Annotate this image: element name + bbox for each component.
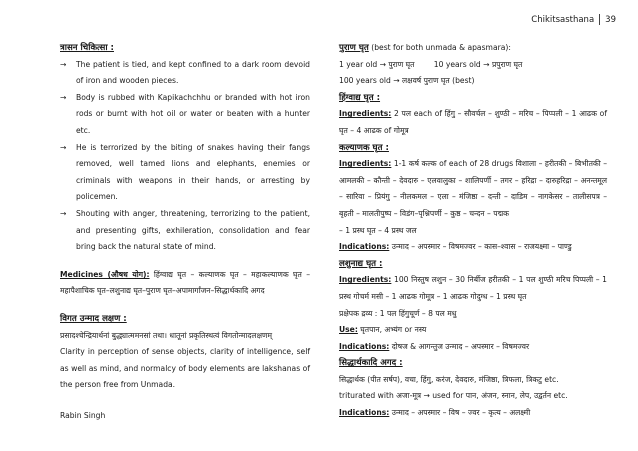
header-divider (599, 14, 600, 25)
siddha-line-1: सिद्धार्थक (पीत सर्षप), वचा, हिंगु, करंज, देवदारु, मंजिष्ठा, त्रिफला, त्रिकटु etc. (339, 374, 559, 384)
medicines-label: Medicines (औषध योग): (60, 269, 150, 279)
vigata-english: Clarity in perception of sense objects, clarity of intelligence, self as well as mind, and normalcy of body elements are lakshanas of the person free from Unmada. (60, 347, 310, 390)
page-header (531, 14, 616, 25)
use-label: Use: (339, 325, 358, 335)
lashuna-title: लशुनाद्य घृत : (339, 258, 383, 269)
page-number: 39 (605, 14, 616, 25)
bullet-text: The patient is tied, and kept confined to a dark room devoid of iron and wooden pieces. (76, 59, 310, 86)
kalyan-quantity: – 1 प्रस्थ घृत – 4 प्रस्थ जल (339, 225, 417, 235)
indications-label: Indications: (339, 408, 390, 418)
left-column (60, 40, 310, 394)
bullet-item (60, 206, 310, 256)
siddha-title: सिद्धार्थकादि अगद : (339, 358, 403, 369)
lashuna-ingredients-text: 100 निस्तुष लशुन – 30 निर्बीज हरीतकी – 1 पल शुण्ठी मरिच पिप्पली – 1 प्रस्थ गोचर्म मसी – 1 आढक गोमूत्र – 1 आढक गोदुग्ध – 1 प्रस्थ घृत (339, 275, 607, 301)
trasana-title: त्रासन चिकित्सा : (60, 43, 114, 53)
kalyan-indications-text: उन्माद – अपस्मार – विषमज्वर – कास–श्वास – राजयक्ष्मा – पाण्डु (391, 242, 572, 252)
purana-heading (339, 40, 607, 57)
ingredients-label: Ingredients: (339, 109, 392, 119)
siddha-line-2: triturated with अजा-मूत्र → used for पान, अंजन, स्नान, लेप, उद्वर्तन etc. (339, 391, 568, 401)
lashuna-prakshepa: प्रक्षेपक द्रव्य : 1 पल हिंगुचूर्ण – 8 पल मधु (339, 308, 457, 318)
kalyan-ingredients-text: 1-1 कर्ष कल्क of each of 28 drugs विशाला – हरीतकी – बिभीतकी – आमलकी – कौन्ती – देवदारु – एलवालुका – शालिपर्णी – तगर – हरिद्रा – दारुहरिद्रा – अनन्तमूल – सारिवा – प्रियंगु – नीलकमल – एला – मंजिष्ठा – दन्ती – दाडिम – नागकेसर – तालीसपत्र – बृहती – मालतीपुष्प – विडंग–पृश्निपर्णी – कुष्ठ – चन्दन – पद्मक (339, 159, 607, 218)
kalyan-title: कल्याणक घृत : (339, 142, 389, 153)
right-column (339, 40, 607, 422)
hingu-title: हिंग्वाद्य घृत : (339, 92, 381, 103)
arrow-icon: → (60, 208, 67, 218)
header-title: Chikitsasthana (531, 14, 595, 25)
ingredients-label: Ingredients: (339, 159, 392, 169)
bullet-text: Body is rubbed with Kapikachchhu or branded with hot iron rods or burnt with hot oil or water or beaten with a hunter etc. (76, 92, 310, 135)
lashuna-indications (339, 339, 607, 356)
arrow-icon: → (60, 59, 67, 69)
lashuna-use (339, 322, 607, 339)
lashuna-indications-text: दोषज & आगन्तुज उन्माद – अपस्मार – विषमज्वर (391, 341, 530, 351)
bullet-item (60, 140, 310, 206)
indications-label: Indications: (339, 341, 390, 351)
lashuna-use-text: घृतपान, अभ्यंग or नस्य (360, 325, 427, 335)
kalyan-indications (339, 239, 607, 256)
spacer (60, 256, 310, 267)
ingredients-label: Ingredients: (339, 275, 392, 285)
purana-line-1: 1 year old → पुराण घृत 10 years old → प्रपुराण घृत (339, 59, 523, 69)
purana-line-2: 100 years old → लक्षवर्ष पुराण घृत (best) (339, 76, 475, 86)
arrow-icon: → (60, 142, 67, 152)
indications-label: Indications: (339, 242, 390, 252)
siddha-indications-text: उन्माद – अपस्मार – विष – ज्वर – कृत्य – अलक्ष्मी (391, 408, 531, 418)
bullet-item (60, 90, 310, 140)
arrow-icon: → (60, 92, 67, 102)
lashuna-ingredients (339, 272, 607, 305)
spacer (60, 300, 310, 311)
siddha-indications (339, 405, 607, 422)
purana-note: (best for both unmada & apasmara): (371, 43, 511, 52)
medicines-text: हिंग्वाद्य घृत – कल्याणक घृत – महाकल्याणक घृत – महापैशाचिक घृत–लशुनाद्य घृत–पुराण घृत–अपामार्गांजन–सिद्धार्थकादि अगद (60, 269, 310, 296)
bullet-text: Shouting with anger, threatening, terrorizing to the patient, and presenting gifts, exhileration, consolidation and fear bring back the natural state of mind. (76, 208, 310, 252)
purana-title: पुराण घृत (339, 43, 369, 53)
bullet-text: He is terrorized by the biting of snakes having their fangs removed, well tamed lions and elephants, enemies or criminals with weapons in their hands, or arresting by policemen. (76, 142, 310, 202)
kalyan-ingredients (339, 156, 607, 222)
hingu-ingredients-text: 2 पल each of हिंगु – सौवर्चल – शुण्ठी – मरिच – पिप्पली – 1 आढक of घृत – 4 आढक of गोमूत्र (339, 109, 607, 135)
bullet-item (60, 57, 310, 90)
hingu-ingredients (339, 106, 607, 139)
medicines-paragraph (60, 267, 310, 300)
vigata-title: विगत उन्माद लक्षण : (60, 313, 127, 324)
vigata-sanskrit: प्रसादश्चेन्द्रियार्थनां बुद्ध्यात्ममनसां तथा। धातूनां प्रकृतिस्थत्वं विगतोन्मादलक्षणम् (60, 330, 273, 340)
footer-author: Rabin Singh (60, 411, 106, 420)
